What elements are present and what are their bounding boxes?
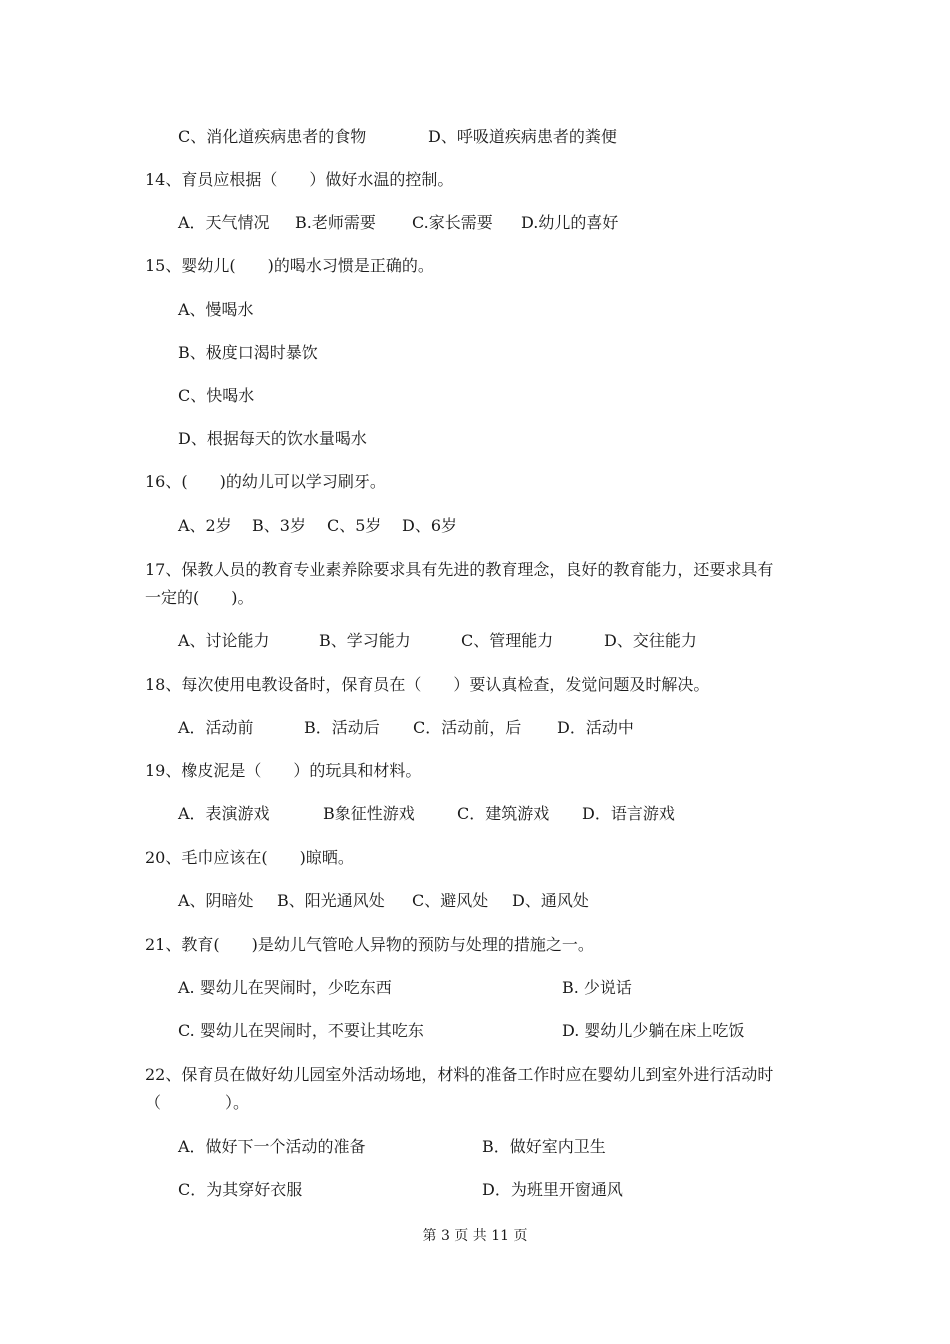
q20-option-c: C、避风处 — [412, 891, 489, 910]
q16-option-a: A、2岁 — [178, 516, 232, 535]
q22-stem-line1: 22、保育员在做好幼儿园室外活动场地，材料的准备工作时应在婴幼儿到室外进行活动时 — [145, 1065, 774, 1084]
q18-option-b: B．活动后 — [304, 718, 380, 737]
q15-option-b: B、极度口渴时暴饮 — [178, 343, 318, 362]
q19-stem: 19、橡皮泥是（ ）的玩具和材料。 — [145, 761, 422, 780]
q18-stem: 18、每次使用电教设备时，保育员在（ ）要认真检查，发觉问题及时解决。 — [145, 675, 710, 694]
page-number-footer: 第 3 页 共 11 页 — [422, 1228, 528, 1244]
q16-stem: 16、( )的幼儿可以学习刷牙。 — [145, 472, 386, 491]
q17-option-b: B、学习能力 — [319, 631, 411, 650]
q15-stem: 15、婴幼儿( )的喝水习惯是正确的。 — [145, 256, 434, 275]
q21-option-d: D. 婴幼儿少躺在床上吃饭 — [562, 1021, 745, 1040]
q19-option-b: B象征性游戏 — [323, 804, 415, 823]
q17-option-a: A、讨论能力 — [178, 631, 270, 650]
q22-option-c: C．为其穿好衣服 — [178, 1180, 303, 1199]
q18-option-a: A．活动前 — [178, 718, 254, 737]
q18-option-c: C．活动前，后 — [413, 718, 522, 737]
q17-option-d: D、交往能力 — [604, 631, 697, 650]
q14-option-c: C.家长需要 — [412, 213, 493, 232]
q21-option-a: A. 婴幼儿在哭闹时，少吃东西 — [178, 978, 392, 997]
q14-option-a: A．天气情况 — [178, 213, 270, 232]
q13-option-c: C、消化道疾病患者的食物 — [178, 127, 367, 146]
q14-option-d: D.幼儿的喜好 — [521, 213, 619, 232]
q22-stem-line2: （ ）。 — [145, 1093, 250, 1112]
q15-option-c: C、快喝水 — [178, 386, 255, 405]
q16-option-d: D、6岁 — [402, 516, 458, 535]
q17-stem-line2: 一定的( )。 — [145, 588, 254, 607]
q21-option-c: C. 婴幼儿在哭闹时，不要让其吃东 — [178, 1021, 424, 1040]
q19-option-a: A．表演游戏 — [178, 804, 270, 823]
q20-option-b: B、阳光通风处 — [277, 891, 385, 910]
q22-option-b: B．做好室内卫生 — [482, 1137, 606, 1156]
q17-stem-line1: 17、保教人员的教育专业素养除要求具有先进的教育理念，良好的教育能力，还要求具有 — [145, 560, 774, 579]
q20-option-a: A、阴暗处 — [178, 891, 254, 910]
q14-option-b: B.老师需要 — [295, 213, 376, 232]
q15-option-d: D、根据每天的饮水量喝水 — [178, 429, 367, 448]
q15-option-a: A、慢喝水 — [178, 300, 254, 319]
q21-option-b: B. 少说话 — [562, 978, 632, 997]
q19-option-c: C．建筑游戏 — [457, 804, 550, 823]
q14-stem: 14、育员应根据（ ）做好水温的控制。 — [145, 170, 454, 189]
q22-option-d: D．为班里开窗通风 — [482, 1180, 623, 1199]
q21-stem: 21、教育( )是幼儿气管呛人异物的预防与处理的措施之一。 — [145, 935, 594, 954]
q16-option-b: B、3岁 — [252, 516, 306, 535]
q20-stem: 20、毛巾应该在( )晾晒。 — [145, 848, 354, 867]
q20-option-d: D、通风处 — [512, 891, 589, 910]
q16-option-c: C、5岁 — [327, 516, 382, 535]
q13-option-d: D、呼吸道疾病患者的粪便 — [428, 127, 617, 146]
q19-option-d: D．语言游戏 — [582, 804, 675, 823]
q17-option-c: C、管理能力 — [461, 631, 554, 650]
q22-option-a: A．做好下一个活动的准备 — [178, 1137, 366, 1156]
q18-option-d: D．活动中 — [557, 718, 634, 737]
